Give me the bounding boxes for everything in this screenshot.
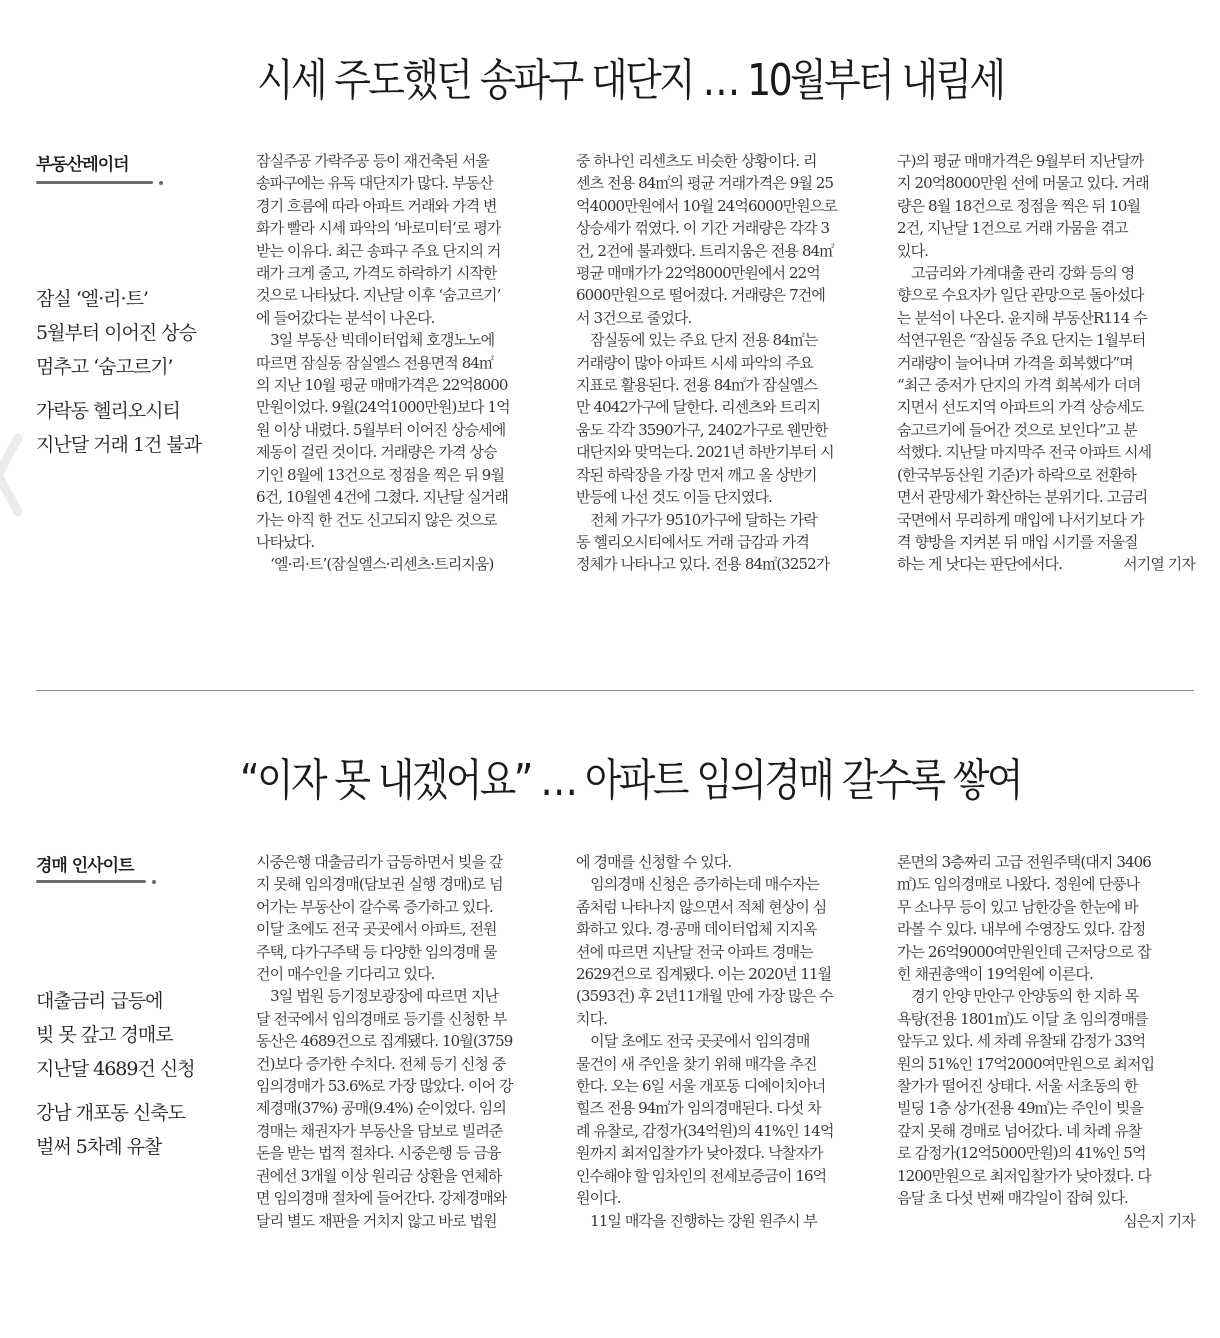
body-column-3	[897, 150, 1195, 576]
section-label: 경매 인사이트	[36, 856, 134, 876]
body-line: 는 분석이 나온다. 윤지해 부동산R114 수	[897, 308, 1147, 327]
section-label-underline	[36, 880, 146, 883]
body-line: 정체가 나타나고 있다. 전용 84㎡(3252가	[576, 555, 830, 574]
body-line: (3593건) 후 2년11개월 만에 가장 많은 수	[576, 987, 833, 1006]
body-line: 거래량이 많아 아파트 시세 파악의 주요	[576, 353, 813, 372]
body-line: 받는 이유다. 최근 송파구 주요 단지의 거	[256, 241, 501, 260]
subhead-line: 대출금리 급등에	[36, 990, 163, 1012]
body-line: 서 3건으로 줄었다.	[576, 308, 692, 327]
body-line: 11일 매각을 진행하는 강원 원주시 부	[576, 1211, 817, 1230]
body-line: 이달 초에도 전국 곳곳에서 임의경매	[576, 1032, 810, 1051]
body-line: 힌 채권총액이 19억원에 이른다.	[897, 965, 1093, 984]
body-line: 음달 초 다섯 번째 매각일이 잡혀 있다.	[897, 1189, 1128, 1208]
subhead-group	[36, 282, 236, 384]
body-line: 원까지 최저입찰가가 낮아졌다. 낙찰자가	[576, 1144, 823, 1163]
body-line: 건, 2건에 불과했다. 트리지움은 전용 84㎡	[576, 241, 834, 260]
body-line: 구)의 평균 매매가격은 9월부터 지난달까	[897, 152, 1144, 170]
body-line: 달리 별도 재판을 거치지 않고 바로 법원	[256, 1211, 497, 1230]
subhead-group	[36, 1096, 236, 1164]
body-line: “최근 중저가 단지의 가격 회복세가 더뎌	[897, 376, 1141, 395]
body-line: 고금리와 가계대출 관리 강화 등의 영	[897, 264, 1135, 283]
body-line: 따르면 잠실동 잠실엘스 전용면적 84㎡	[256, 353, 494, 372]
body-line: 격 향방을 지켜본 뒤 매입 시기를 저울질	[897, 532, 1138, 551]
body-line: 션에 따르면 지난달 전국 아파트 경매는	[576, 942, 813, 961]
body-line: 가는 26억9000여만원인데 근저당으로 잡	[897, 942, 1151, 961]
body-line: 센츠 전용 84㎡의 평균 거래가격은 9월 25	[576, 174, 834, 193]
body-column-1	[256, 150, 554, 576]
body-line: 임의경매 신청은 증가하는데 매수자는	[576, 875, 820, 894]
body-line: 움도 각각 3590가구, 2402가구로 웬만한	[576, 420, 828, 439]
body-line: 2629건으로 집계됐다. 이는 2020년 11월	[576, 965, 832, 984]
body-line: 경매는 채권자가 부동산을 담보로 빌려준	[256, 1121, 503, 1140]
body-line: 전체 가구가 9510가구에 달하는 가락	[576, 510, 817, 529]
body-line: 경기 흐름에 따라 아파트 거래와 가격 변	[256, 196, 497, 215]
body-line: 화하고 있다. 경·공매 데이터업체 지지옥	[576, 920, 817, 939]
body-line: 원이다.	[576, 1189, 621, 1208]
body-line: 거래량이 늘어나며 가격을 회복했다”며	[897, 353, 1133, 372]
body-line: 치다.	[576, 1009, 608, 1028]
body-line: 억4000만원에서 10월 24억6000만원으로	[576, 196, 837, 215]
body-line: 래가 크게 줄고, 가격도 하락하기 시작한	[256, 264, 497, 283]
body-column-1	[256, 851, 554, 1232]
body-line: 원 이상 내렸다. 5월부터 이어진 상승세에	[256, 420, 506, 439]
body-line: 이달 초에도 전국 곳곳에서 아파트, 전원	[256, 920, 497, 939]
article-headline: 시세 주도했던 송파구 대단지 … 10월부터 내림세	[257, 55, 1004, 106]
body-line: 경기 안양 만안구 안양동의 한 지하 목	[897, 987, 1139, 1006]
subhead-line: 강남 개포동 신축도	[36, 1102, 185, 1124]
body-line: 3일 부동산 빅데이터업체 호갱노노에	[256, 331, 495, 350]
body-line: 주택, 다가구주택 등 다양한 임의경매 물	[256, 942, 497, 961]
body-line: 힐즈 전용 94㎡가 임의경매된다. 다섯 차	[576, 1099, 821, 1118]
body-line: 지면서 선도지역 아파트의 가격 상승세도	[897, 398, 1144, 417]
section-label: 부동산레이더	[36, 155, 129, 175]
body-line: 에 경매를 신청할 수 있다.	[576, 853, 732, 871]
body-column-2	[576, 851, 874, 1232]
article-headline: “이자 못 내겠어요” … 아파트 임의경매 갈수록 쌓여	[240, 755, 1021, 806]
body-line: 지 못해 임의경매(담보권 실행 경매)로 넘	[256, 875, 503, 894]
body-line: 로 감정가(12억5000만원)의 41%인 5억	[897, 1144, 1146, 1163]
body-line: 6000만원으로 떨어졌다. 거래량은 7건에	[576, 286, 825, 305]
body-line: 평균 매매가가 22억8000만원에서 22억	[576, 264, 820, 283]
body-line: ㎡)도 임의경매로 나왔다. 정원에 단풍나	[897, 875, 1140, 894]
body-line-text: 하는 게 낫다는 판단에서다.	[897, 555, 1062, 574]
body-line: 반등에 나선 것도 이들 단지였다.	[576, 488, 773, 507]
body-line: 3일 법원 등기정보광장에 따르면 지난	[256, 987, 499, 1006]
body-line: 한다. 오는 6일 서울 개포동 디에이치아너	[576, 1077, 826, 1096]
body-line: 건이 매수인을 기다리고 있다.	[256, 965, 435, 984]
body-line: 찰가가 떨어진 상태다. 서울 서초동의 한	[897, 1077, 1138, 1096]
subhead-group	[36, 394, 236, 462]
body-line: 만원이었다. 9월(24억1000만원)보다 1억	[256, 398, 510, 417]
body-line: 가는 아직 한 건도 신고되지 않은 것으로	[256, 510, 497, 529]
body-line: 동산은 4689건으로 집계됐다. 10월(3759	[256, 1032, 513, 1051]
body-line: 나타났다.	[256, 532, 315, 551]
body-line: 숨고르기에 들어간 것으로 보인다”고 분	[897, 420, 1137, 439]
body-line: 대단지와 맞먹는다. 2021년 하반기부터 시	[576, 443, 834, 462]
body-line: 송파구에는 유독 대단지가 많다. 부동산	[256, 174, 493, 193]
body-line	[897, 553, 1195, 575]
body-column-2	[576, 150, 874, 576]
body-line: 동 헬리오시티에서도 거래 급감과 가격	[576, 532, 809, 551]
body-line: 갚지 못해 경매로 넘어갔다. 네 차례 유찰	[897, 1121, 1142, 1140]
body-line: 6건, 10월엔 4건에 그쳤다. 지난달 실거래	[256, 488, 508, 507]
body-line: 작된 하락장을 가장 먼저 깨고 올 상반기	[576, 465, 817, 484]
body-line: 만 4042가구에 달한다. 리센츠와 트리지	[576, 398, 821, 417]
body-line: 잠실동에 있는 주요 단지 전용 84㎡는	[576, 331, 818, 350]
body-line: 시중은행 대출금리가 급등하면서 빚을 갚	[256, 853, 503, 871]
body-line: 면서 관망세가 확산하는 분위기다. 고금리	[897, 488, 1148, 507]
body-line: 화가 빨라 시세 파악의 ‘바로미터’로 평가	[256, 219, 501, 238]
body-line: 론면의 3층짜리 고급 전원주택(대지 3406	[897, 853, 1151, 871]
body-line: 어가는 부동산이 갈수록 증가하고 있다.	[256, 897, 493, 916]
section-label-dot	[159, 181, 163, 185]
section-label-dot	[152, 880, 156, 884]
subheads	[36, 282, 236, 472]
byline: 심은지 기자	[1123, 1211, 1195, 1230]
subhead-line: 지난달 거래 1건 불과	[36, 434, 202, 456]
body-line: 권에선 3개월 이상 원리금 상환을 연체하	[256, 1166, 502, 1185]
body-line: 원의 51%인 17억2000여만원으로 최저입	[897, 1054, 1155, 1073]
body-line: 돈을 받는 법적 절차다. 시중은행 등 금융	[256, 1144, 501, 1163]
body-line: 국면에서 무리하게 매입에 나서기보다 가	[897, 510, 1144, 529]
body-line: 량은 8월 18건으로 정점을 찍은 뒤 10월	[897, 196, 1141, 215]
body-line: 의 지난 10월 평균 매매가격은 22억8000	[256, 376, 508, 395]
subhead-line: 5월부터 이어진 상승	[36, 322, 196, 344]
body-line: ‘엘·리·트’(잠실엘스·리센츠·트리지움)	[256, 555, 494, 574]
article-auction	[0, 690, 1220, 1338]
body-line: 빌딩 1층 상가(전용 49㎡)는 주인이 빚을	[897, 1099, 1143, 1118]
body-line: 욕탕(전용 1801㎡)도 이달 초 임의경매를	[897, 1009, 1148, 1028]
subheads	[36, 984, 236, 1174]
body-column-3	[897, 851, 1195, 1232]
body-line: 라볼 수 있다. 내부에 수영장도 있다. 감정	[897, 920, 1146, 939]
subhead-line: 벌써 5차례 유찰	[36, 1136, 162, 1158]
byline: 서기열 기자	[1123, 555, 1195, 574]
body-line: 건)보다 증가한 수치다. 전체 등기 신청 중	[256, 1054, 506, 1073]
section-label-underline	[36, 181, 153, 184]
body-line: 지 20억8000만원 선에 머물고 있다. 거래	[897, 174, 1149, 193]
body-line: 좀처럼 나타나지 않으면서 적체 현상이 심	[576, 897, 827, 916]
body-line: 에 들어갔다는 분석이 나온다.	[256, 308, 435, 327]
body-line: 석했다. 지난달 마지막주 전국 아파트 시세	[897, 443, 1152, 462]
body-line: 있다.	[897, 241, 929, 260]
subhead-line: 가락동 헬리오시티	[36, 400, 180, 422]
body-line: 달 전국에서 임의경매로 등기를 신청한 부	[256, 1009, 507, 1028]
subhead-line: 지난달 4689건 신청	[36, 1058, 195, 1080]
subhead-group	[36, 984, 236, 1086]
body-line: 무 소나무 등이 있고 남한강을 한눈에 바	[897, 897, 1138, 916]
subhead-line: 잠실 ‘엘·리·트’	[36, 288, 148, 310]
body-line: 석연구원은 “잠실동 주요 단지는 1월부터	[897, 331, 1146, 350]
body-line: 례 유찰로, 감정가(34억원)의 41%인 14억	[576, 1121, 834, 1140]
body-line: 잠실주공 가락주공 등이 재건축된 서울	[256, 152, 489, 170]
body-line: 기인 8월에 13건으로 정점을 찍은 뒤 9월	[256, 465, 505, 484]
body-line: 중 하나인 리센츠도 비슷한 상황이다. 리	[576, 152, 817, 170]
body-line: 지표로 활용된다. 전용 84㎡가 잠실엘스	[576, 376, 817, 395]
body-line: 인수해야 할 임차인의 전세보증금이 16억	[576, 1166, 827, 1185]
body-line: 앞두고 있다. 세 차례 유찰돼 감정가 33억	[897, 1032, 1146, 1051]
body-line: 1200만원으로 최저입찰가가 낮아졌다. 다	[897, 1166, 1151, 1185]
subhead-line: 멈추고 ‘숨고르기’	[36, 356, 173, 378]
body-line: (한국부동산원 기준)가 하락으로 전환하	[897, 465, 1136, 484]
body-line: 임의경매가 53.6%로 가장 많았다. 이어 강	[256, 1077, 513, 1096]
subhead-line: 빚 못 갚고 경매로	[36, 1024, 173, 1046]
body-line: 것으로 나타났다. 지난달 이후 ‘숨고르기’	[256, 286, 501, 305]
body-line: 제동이 걸린 것이다. 거래량은 가격 상승	[256, 443, 497, 462]
body-line: 면 임의경매 절차에 들어간다. 강제경매와	[256, 1189, 507, 1208]
body-line: 물건이 새 주인을 찾기 위해 매각을 추진	[576, 1054, 817, 1073]
body-line: 제경매(37%) 공매(9.4%) 순이었다. 임의	[256, 1099, 506, 1118]
body-line: 2건, 지난달 1건으로 거래 가뭄을 겪고	[897, 219, 1128, 238]
body-line: 상승세가 꺾였다. 이 기간 거래량은 각각 3	[576, 219, 830, 238]
body-line: 향으로 수요자가 일단 관망으로 돌아섰다	[897, 286, 1144, 305]
